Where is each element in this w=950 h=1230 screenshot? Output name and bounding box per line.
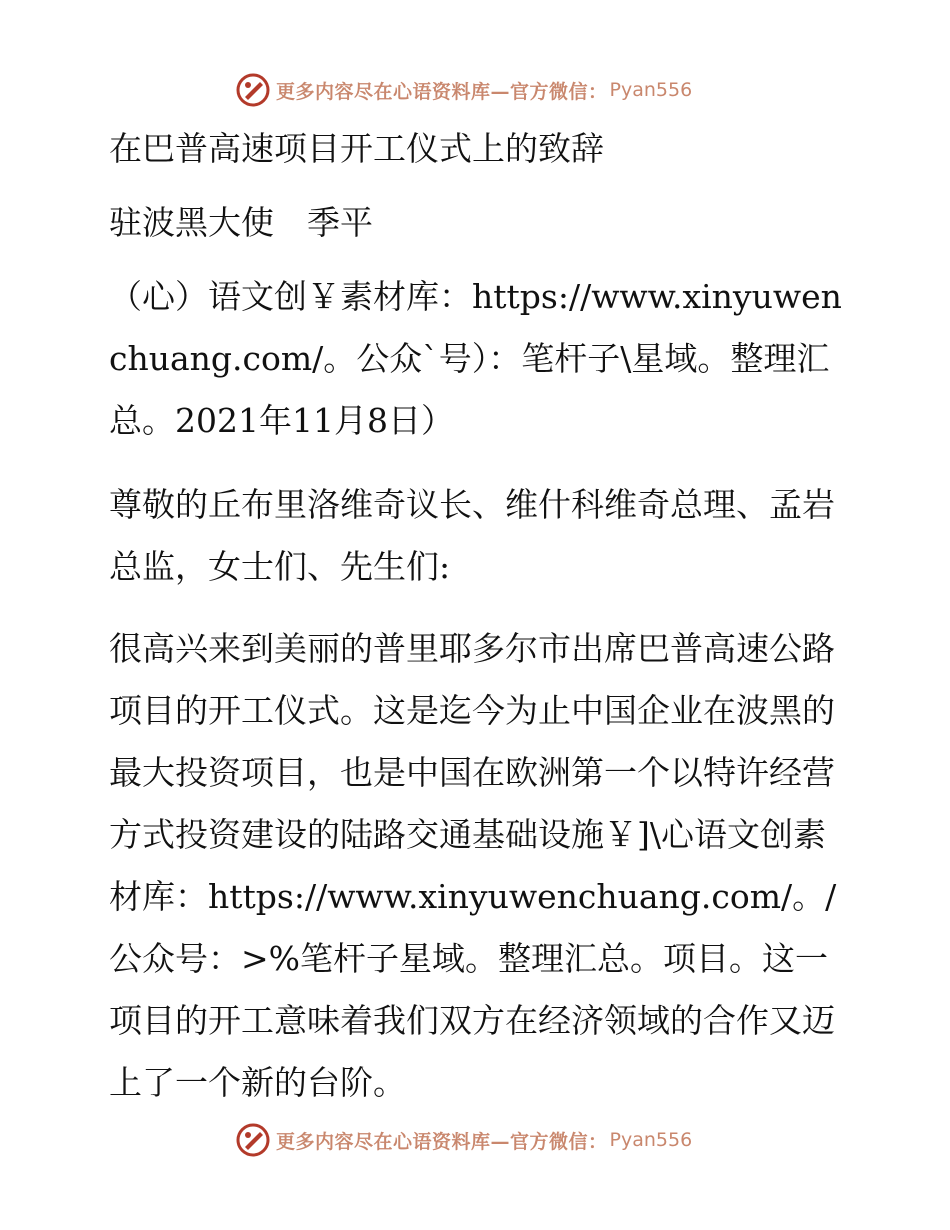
footer-watermark-banner — [236, 1122, 692, 1158]
footer-banner-wechat-id: Pyan556 — [609, 1129, 693, 1151]
document-byline: 驻波黑大使 季平 — [109, 203, 373, 242]
document-title: 在巴普高速项目开工仪式上的致辞 — [109, 129, 604, 168]
body-paragraph-1: 很高兴来到美丽的普里耶多尔市出席巴普高速公路项目的开工仪式。这是迄今为止中国企业在波黑的最大投资项目，也是中国在欧洲第一个以特许经营方式投资建设的陆路交通基础设施￥]\心语文创素材库：https://www.xinyuwenchuang.com/。/公众号：>%笔杆子星域。整理汇总。项目。这一项目的开工意味着我们双方在经济领域的合作又迈上了一个新的台阶。 — [109, 629, 837, 1102]
header-watermark-banner — [236, 72, 692, 108]
salutation: 尊敬的丘布里洛维奇议长、维什科维奇总理、孟岩总监，女士们、先生们: — [109, 485, 835, 586]
brand-logo-icon — [236, 73, 270, 107]
brand-logo-icon — [236, 1123, 270, 1157]
header-banner-text: 更多内容尽在心语资料库—官方微信： — [276, 80, 608, 103]
header-banner-wechat-id: Pyan556 — [609, 79, 693, 101]
document-body — [97, 118, 857, 1114]
footer-banner-text: 更多内容尽在心语资料库—官方微信： — [276, 1130, 608, 1153]
source-note: （心）语文创￥素材库：https://www.xinyuwenchuang.com/。公众`号）：笔杆子\星域。整理汇总。2021年11月8日） — [109, 277, 842, 440]
